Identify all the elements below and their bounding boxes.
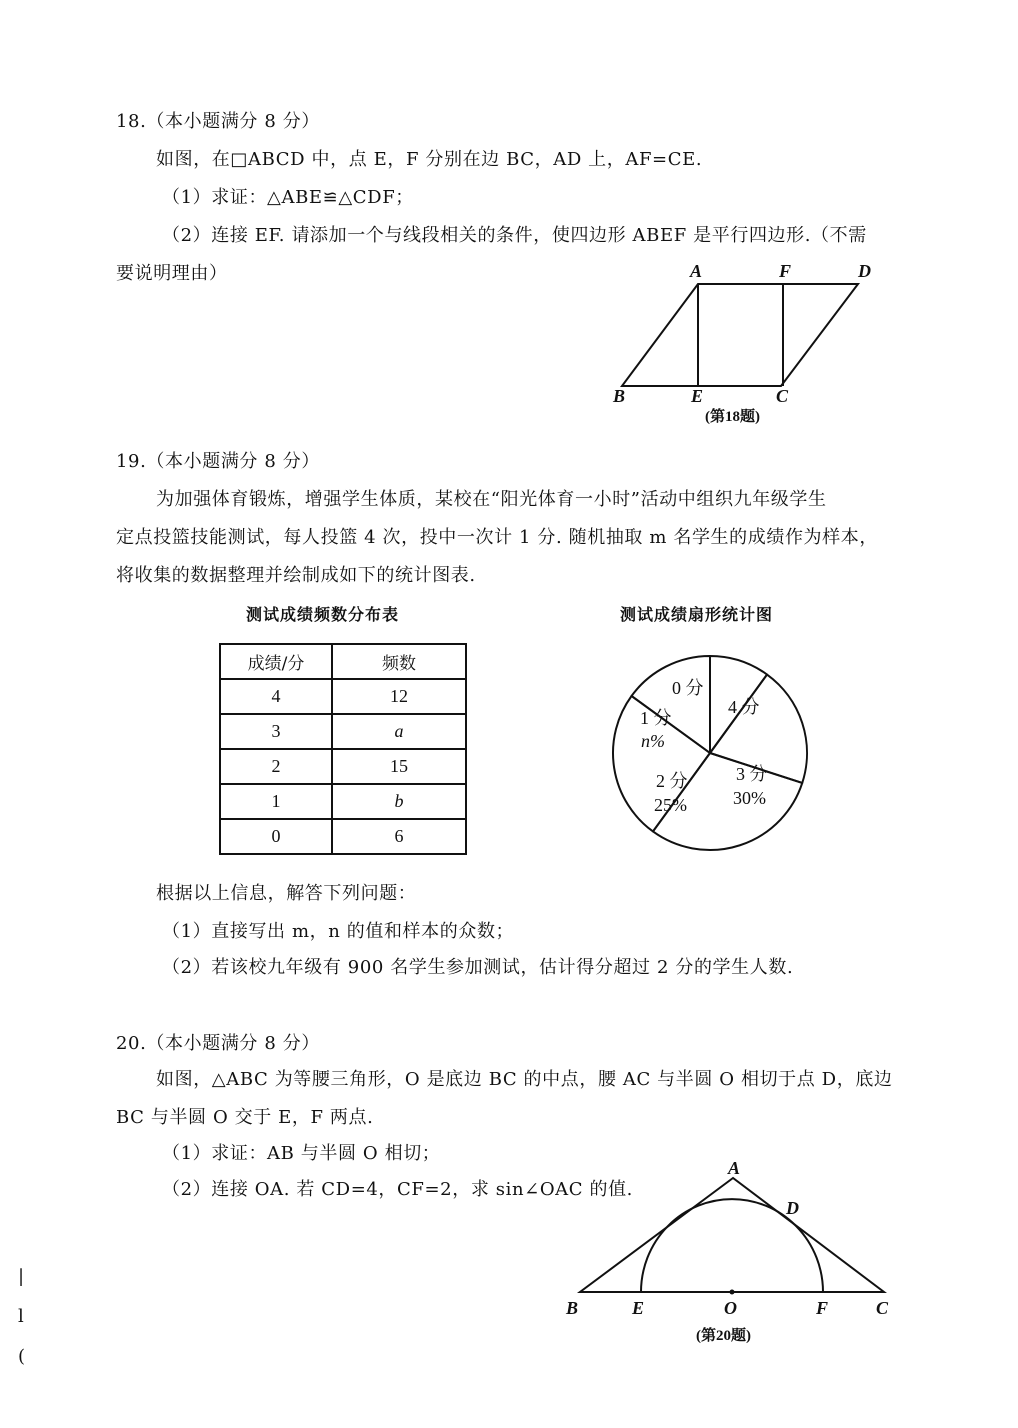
table-header-score: 成绩/分 [220,644,332,679]
label-d: D [858,261,871,281]
label-d: D [786,1198,799,1218]
pie-title: 测试成绩扇形统计图 [620,605,774,624]
point-o [730,1290,735,1295]
label-b: B [566,1298,579,1318]
pie-label-2: 2 分 [656,771,688,791]
q18-part1: （1）求证：△ABE≌△CDF； [162,187,414,208]
q19-info: 根据以上信息，解答下列问题： [156,883,417,904]
table-cell-frequency: 6 [332,819,466,854]
q19-part2: （2）若该校九年级有 900 名学生参加测试，估计得分超过 2 分的学生人数. [162,957,794,978]
triangle-abc [580,1178,884,1292]
label-c: C [776,386,789,406]
pie-label-3: 3 分 [736,764,768,784]
q19-stem-line2: 定点投篮技能测试，每人投篮 4 次，投中一次计 1 分. 随机抽取 m 名学生的成绩作为样本， [116,527,878,548]
margin-mark: | [18,1266,25,1287]
q20-part1: （1）求证：AB 与半圆 O 相切； [162,1143,441,1164]
parallelogram-abcd [622,284,858,386]
table-cell-frequency: 15 [332,749,466,784]
q18-figure [600,255,900,435]
table-cell-score: 4 [220,679,332,714]
margin-mark: ( [18,1346,26,1367]
table-header-row [220,644,466,679]
q20-stem-line1: 如图，△ABC 为等腰三角形，O 是底边 BC 的中点，腰 AC 与半圆 O 相切于点 D，底边 [156,1069,893,1090]
label-o: O [724,1298,737,1318]
label-a: A [728,1158,741,1178]
q20-part2: （2）连接 OA. 若 CD=4，CF=2，求 sin∠OAC 的值. [162,1179,633,1200]
table-cell-score: 2 [220,749,332,784]
margin-mark: l [18,1306,24,1327]
frequency-table [219,643,467,855]
q20-header: 20.（本小题满分 8 分） [116,1033,320,1054]
q19-stem-line3: 将收集的数据整理并绘制成如下的统计图表. [116,565,476,586]
table-row [220,679,466,714]
label-c: C [876,1298,889,1318]
table-cell-frequency: b [332,784,466,819]
q20-figure [560,1150,900,1355]
q19-part1: （1）直接写出 m，n 的值和样本的众数； [162,921,515,942]
label-f: F [779,261,792,281]
q18-header: 18.（本小题满分 8 分） [116,111,320,132]
label-e: E [691,386,704,406]
table-cell-frequency: a [332,714,466,749]
label-f: F [816,1298,829,1318]
table-cell-frequency: 12 [332,679,466,714]
q20-caption: (第20题) [696,1328,751,1344]
table-cell-score: 3 [220,714,332,749]
pie-label-1: 1 分 [640,708,672,728]
label-b: B [613,386,626,406]
label-a: A [690,261,703,281]
q18-caption: (第18题) [705,409,760,425]
q18-stem: 如图，在□ABCD 中，点 E，F 分别在边 BC，AD 上，AF=CE. [156,149,703,170]
table-row [220,819,466,854]
q18-part2-line2: 要说明理由） [116,263,228,284]
table-row [220,784,466,819]
pie-percent-1: n% [641,731,665,751]
table-cell-score: 0 [220,819,332,854]
q20-stem-line2: BC 与半圆 O 交于 E，F 两点. [116,1107,374,1128]
label-e: E [632,1298,645,1318]
pie-percent-3: 30% [733,788,766,808]
table-row [220,749,466,784]
table-header-frequency: 频数 [332,644,466,679]
table-row [220,714,466,749]
q18-part2-line1: （2）连接 EF. 请添加一个与线段相关的条件，使四边形 ABEF 是平行四边形.（不需 [162,225,867,246]
pie-label-4: 4 分 [728,697,760,717]
q19-stem-line1: 为加强体育锻炼，增强学生体质，某校在“阳光体育一小时”活动中组织九年级学生 [156,489,827,510]
table-cell-score: 1 [220,784,332,819]
pie-percent-2: 25% [654,795,687,815]
pie-label-0: 0 分 [672,678,704,698]
q19-header: 19.（本小题满分 8 分） [116,451,320,472]
table-title: 测试成绩频数分布表 [246,605,400,624]
pie-chart [600,645,820,865]
